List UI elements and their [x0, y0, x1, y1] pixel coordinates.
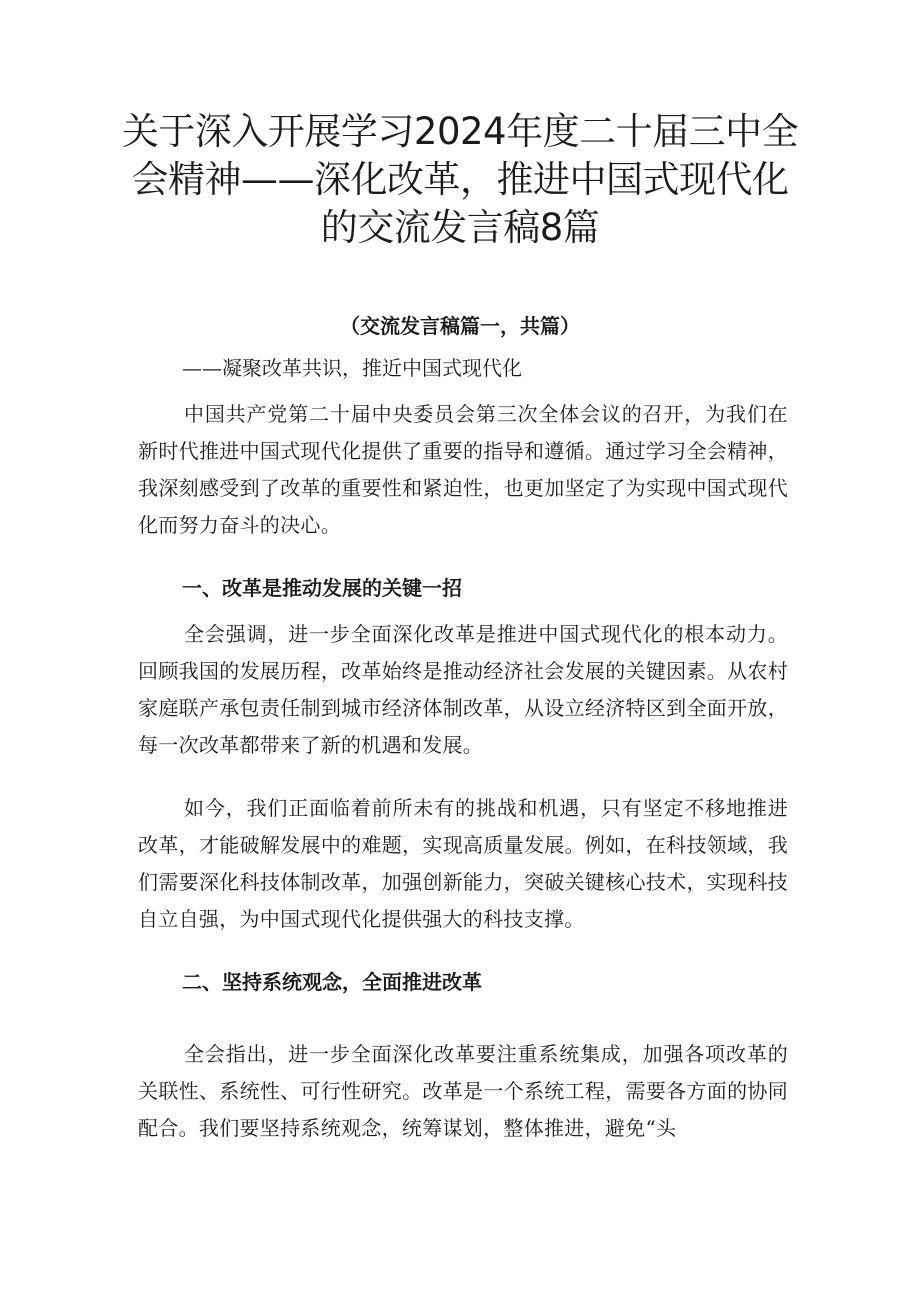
paragraph-challenges: 如今，我们正面临着前所未有的挑战和机遇，只有坚定不移地推进改革，才能破解发展中的难题，实现高质量发展。例如，在科技领域，我们需要深化科技体制改革，加强创新能力，突破关键核心技术，实现科技自立自强，为中国式现代化提供强大的科技支撑。 — [138, 796, 788, 931]
paragraph-systems-view: 全会指出，进一步全面深化改革要注重系统集成，加强各项改革的关联性、系统性、可行性研究。改革是一个系统工程，需要各方面的协同配合。我们要坚持系统观念，统筹谋划，整体推进，避免“头 — [138, 1042, 788, 1140]
paragraph-reform-history: 全会强调，进一步全面深化改革是推进中国式现代化的根本动力。回顾我国的发展历程，改革始终是推动经济社会发展的关键因素。从农村家庭联产承包责任制到城市经济体制改革，从设立经济特区到全面开放，每一次改革都带来了新的机遇和发展。 — [138, 622, 788, 757]
subtitle: ——凝聚改革共识，推近中国式现代化 — [182, 356, 522, 380]
heading-section-1: 一、改革是推动发展的关键一招 — [182, 576, 462, 600]
heading-section-2: 二、坚持系统观念，全面推进改革 — [182, 970, 482, 994]
paragraph-intro: 中国共产党第二十届中央委员会第三次全体会议的召开，为我们在新时代推进中国式现代化提供了重要的指导和遵循。通过学习全会精神，我深刻感受到了改革的重要性和紧迫性，也更加坚定了为实现中国式现代化而努力奋斗的决心。 — [138, 402, 788, 537]
document-title: 关于深入开展学习2024年度二十届三中全会精神——深化改革，推进中国式现代化的交流发言稿8篇 — [121, 110, 799, 249]
section-label: （交流发言稿篇一，共篇） — [340, 314, 580, 338]
